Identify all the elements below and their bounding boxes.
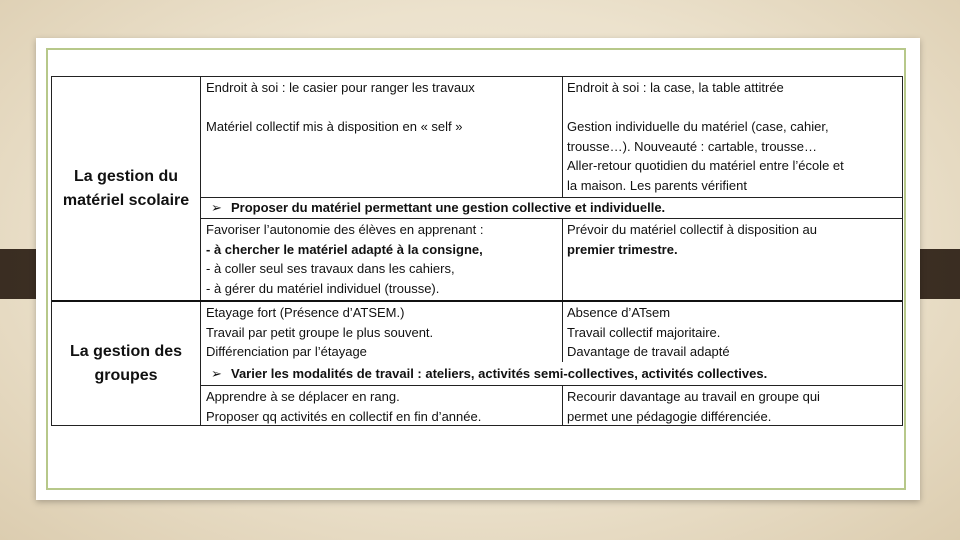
text-line: Proposer qq activités en collectif en fin d’année.	[206, 408, 482, 424]
text-line: Matériel collectif mis à disposition en « self »	[206, 119, 463, 134]
section-title-materiel: La gestion du matériel scolaire	[52, 77, 201, 300]
text-line: - à coller seul ses travaux dans les cahiers,	[206, 261, 455, 276]
cell-groupes-left-top	[201, 302, 562, 362]
text-line: Différenciation par l’étayage	[206, 344, 367, 359]
cell-materiel-right-top	[562, 77, 902, 197]
text-line: la maison. Les parents vérifient	[567, 177, 747, 193]
arrow-text: Proposer du matériel permettant une gestion collective et individuelle.	[231, 200, 666, 215]
text-line: Prévoir du matériel collectif à disposition au	[567, 222, 818, 237]
text-line: Endroit à soi : la case, la table attitrée	[567, 80, 784, 95]
cell-groupes-left-bottom	[201, 386, 562, 425]
text-line: Favoriser l’autonomie des élèves en apprenant :	[206, 222, 484, 237]
text-line: permet une pédagogie différenciée.	[567, 408, 772, 424]
text-line: Travail par petit groupe le plus souvent.	[206, 324, 434, 340]
comparison-table	[51, 76, 903, 426]
text-line: Aller-retour quotidien du matériel entre l’école et	[567, 158, 844, 173]
arrow-bullet-icon: ➢	[211, 366, 222, 381]
arrow-row-groupes	[201, 364, 902, 384]
text-line: Etayage fort (Présence d’ATSEM.)	[206, 305, 405, 320]
column-divider	[562, 77, 563, 197]
cell-groupes-right-bottom	[562, 386, 902, 425]
section-title-groupes: La gestion des groupes	[52, 302, 201, 425]
text-line: Apprendre à se déplacer en rang.	[206, 389, 400, 404]
text-line: Davantage de travail adapté	[567, 344, 730, 359]
cell-materiel-right-bottom	[562, 219, 902, 300]
cell-groupes-right-top	[562, 302, 902, 362]
text-line: - à gérer du matériel individuel (trousse).	[206, 280, 440, 296]
arrow-text: Varier les modalités de travail : ateliers, activités semi-collectives, activités collectives.	[231, 366, 768, 381]
text-line: premier trimestre.	[567, 241, 678, 257]
text-line: Recourir davantage au travail en groupe qui	[567, 389, 820, 404]
text-line: Gestion individuelle du matériel (case, cahier,	[567, 119, 829, 134]
text-line: Endroit à soi : le casier pour ranger les travaux	[206, 80, 475, 95]
text-line: trousse…). Nouveauté : cartable, trousse…	[567, 138, 818, 154]
cell-materiel-left-bottom	[201, 219, 562, 300]
text-line: - à chercher le matériel adapté à la consigne,	[206, 241, 483, 257]
text-line: Travail collectif majoritaire.	[567, 324, 721, 340]
arrow-bullet-icon: ➢	[211, 200, 222, 215]
cell-materiel-left-top	[201, 77, 562, 197]
arrow-row-materiel	[201, 198, 902, 218]
text-line: Absence d’ATsem	[567, 305, 671, 320]
column-divider	[562, 385, 563, 425]
column-divider	[562, 302, 563, 362]
column-divider	[562, 218, 563, 300]
